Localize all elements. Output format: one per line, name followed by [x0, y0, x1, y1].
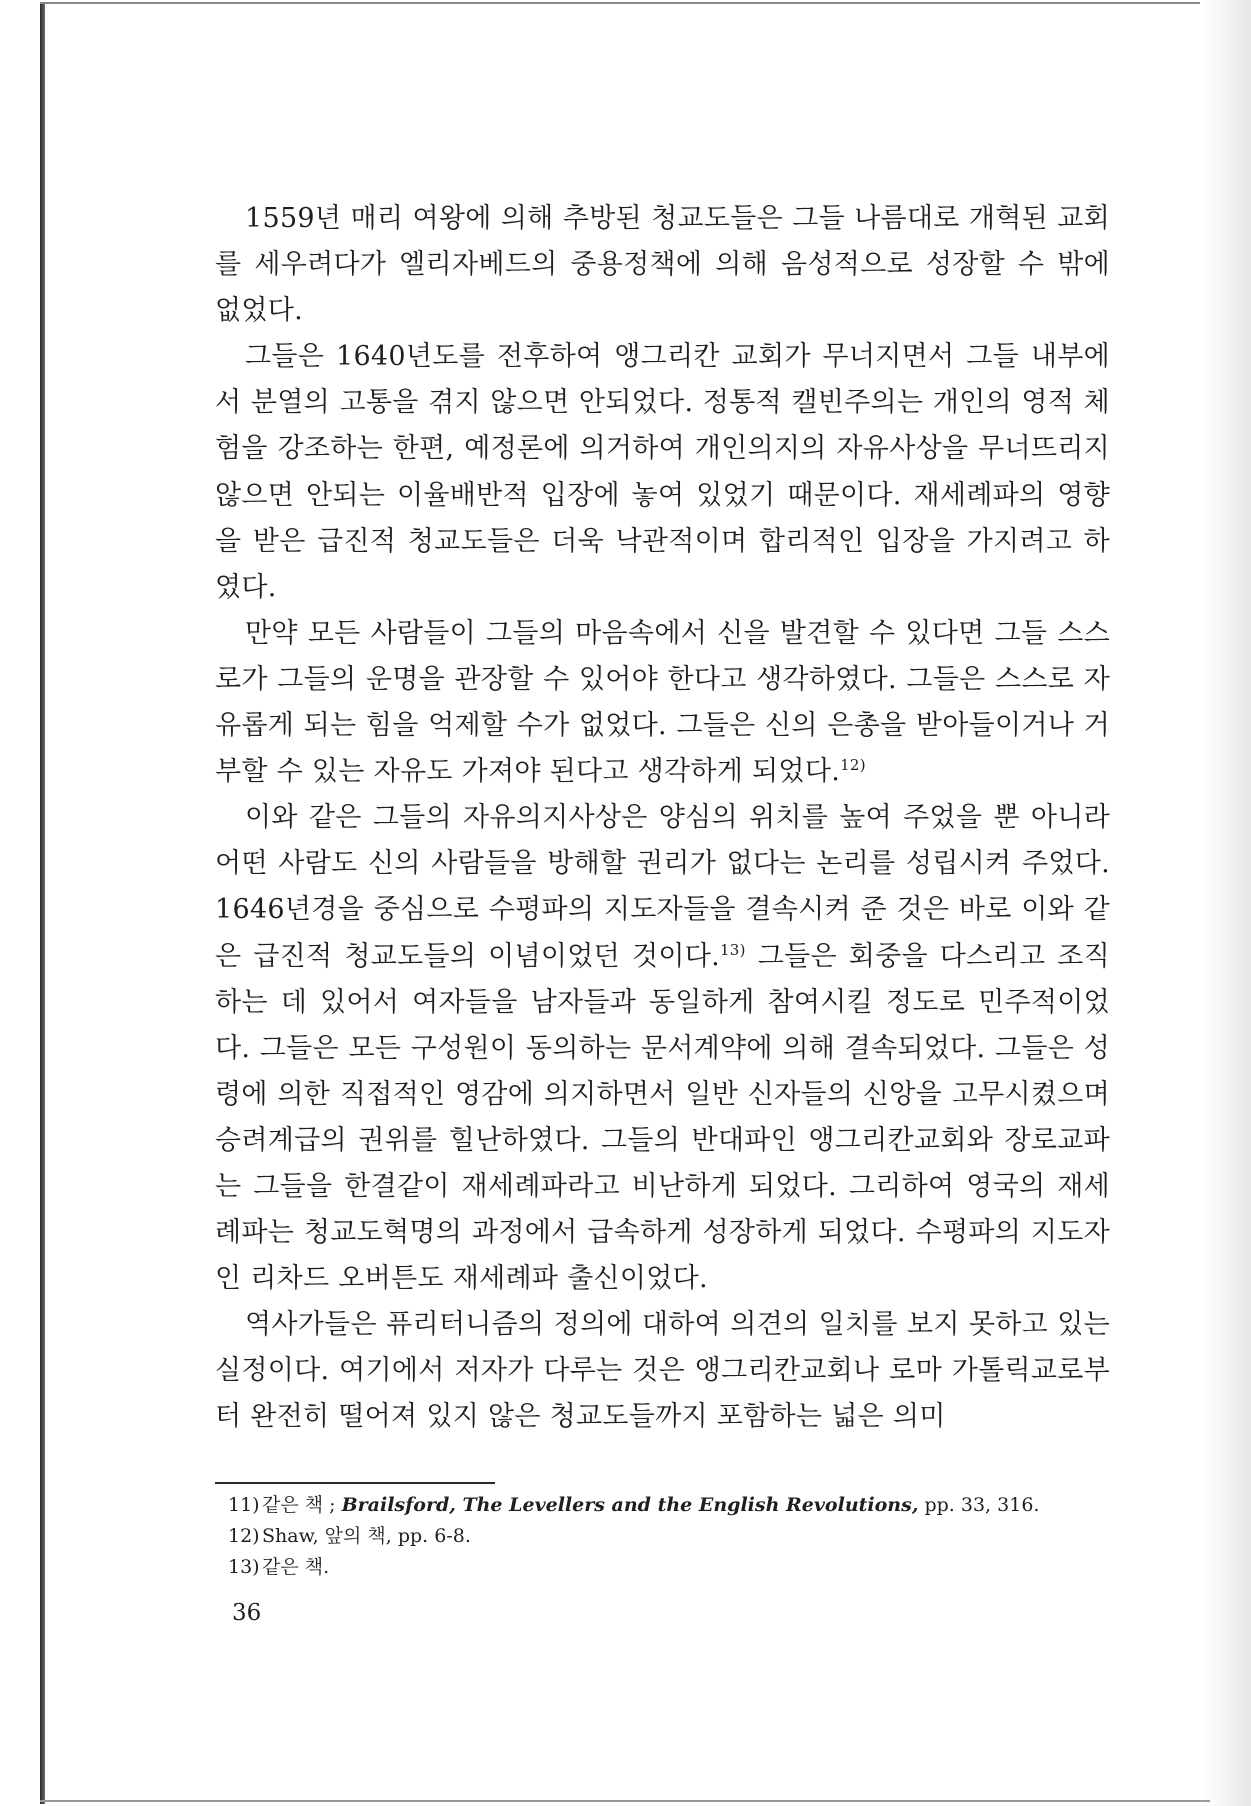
paragraph-4-text-b: 그들은 회중을 다스리고 조직하는 데 있어서 여자들을 남자들과 동일하게 참여시킬 정도로 민주적이었다. 그들은 모든 구성원이 동의하는 문서계약에 의해 결속되었다. 그들은 성령에 의한 직접적인 영감에 의지하면서 일반 신자들의 신앙을 고무시켰으며 승려계급의 권위를 힐난하였다. 그들의 반대파인 앵그리칸교회와 장로교파는 그들을 한결같이 재세례파라고 비난하게 되었다. 그리하여 영국의 재세례파는 청교도혁명의 과정에서 급속하게 성장하게 되었다. 수평파의 지도자인 리차드 오버튼도 재세례파 출신이었다.	[215, 940, 1110, 1295]
footnote-text: 같은 책 ;	[262, 1494, 342, 1516]
paragraph-4-text-a: 이와 같은 그들의 자유의지사상은 양심의 위치를 높여 주었을 뿐 아니라 어떤 사람도 신의 사람들을 방해할 권리가 없다는 논리를 성립시켜 주었다. 1646년경을 중심으로 수평파의 지도자들을 결속시켜 준 것은 바로 이와 같은 급진적 청교도들의 이념이었던 것이다.	[215, 802, 1110, 972]
body-text	[215, 196, 1110, 1441]
footnote-ref-13: 13)	[719, 940, 746, 959]
paragraph-5: 역사가들은 퓨리터니즘의 정의에 대하여 의견의 일치를 보지 못하고 있는 실정이다. 여기에서 저자가 다루는 것은 앵그리칸교회나 로마 가톨릭교로부터 완전히 떨어져 있지 않은 청교도들까지 포함하는 넓은 의미	[215, 1309, 1110, 1433]
footnote-number: 13)	[228, 1556, 260, 1578]
paragraph-3-text: 만약 모든 사람들이 그들의 마음속에서 신을 발견할 수 있다면 그들 스스로가 그들의 운명을 관장할 수 있어야 한다고 생각하였다. 그들은 스스로 자유롭게 되는 힘을 억제할 수가 없었다. 그들은 신의 은총을 받아들이거나 거부할 수 있는 자유도 가져야 된다고 생각하게 되었다.	[215, 617, 1110, 788]
footnote-11	[228, 1490, 1128, 1521]
footnotes	[228, 1490, 1128, 1583]
footnote-pages: pp. 33, 316.	[918, 1494, 1040, 1516]
page-bottom-edge	[40, 1800, 1210, 1802]
footnote-divider	[215, 1482, 495, 1484]
footnote-text: Shaw, 앞의 책, pp. 6-8.	[262, 1525, 471, 1547]
paragraph-3	[215, 611, 1110, 795]
footnote-number: 11)	[228, 1494, 260, 1516]
footnote-12	[228, 1521, 1128, 1552]
footnote-ref-12: 12)	[840, 756, 866, 775]
page-binding-edge	[40, 4, 45, 1804]
footnote-13	[228, 1552, 1128, 1583]
paragraph-1: 1559년 매리 여왕에 의해 추방된 청교도들은 그들 나름대로 개혁된 교회를 세우려다가 엘리자베드의 중용정책에 의해 음성적으로 성장할 수 밖에 없었다.	[215, 203, 1110, 327]
page-top-edge	[40, 2, 1210, 4]
footnote-number: 12)	[228, 1525, 260, 1547]
footnote-book-title: Brailsford, The Levellers and the English Revolutions,	[341, 1494, 919, 1516]
paragraph-4	[215, 795, 1110, 1302]
page-right-shadow	[1200, 0, 1251, 1806]
page-number: 36	[232, 1600, 262, 1626]
paragraph-2: 그들은 1640년도를 전후하여 앵그리칸 교회가 무너지면서 그들 내부에서 분열의 고통을 겪지 않으면 안되었다. 정통적 캘빈주의는 개인의 영적 체험을 강조하는 한편, 예정론에 의거하여 개인의지의 자유사상을 무너뜨리지 않으면 안되는 이율배반적 입장에 놓여 있었기 때문이다. 재세례파의 영향을 받은 급진적 청교도들은 더욱 낙관적이며 합리적인 입장을 가지려고 하였다.	[215, 341, 1110, 603]
footnote-text: 같은 책.	[262, 1556, 330, 1578]
